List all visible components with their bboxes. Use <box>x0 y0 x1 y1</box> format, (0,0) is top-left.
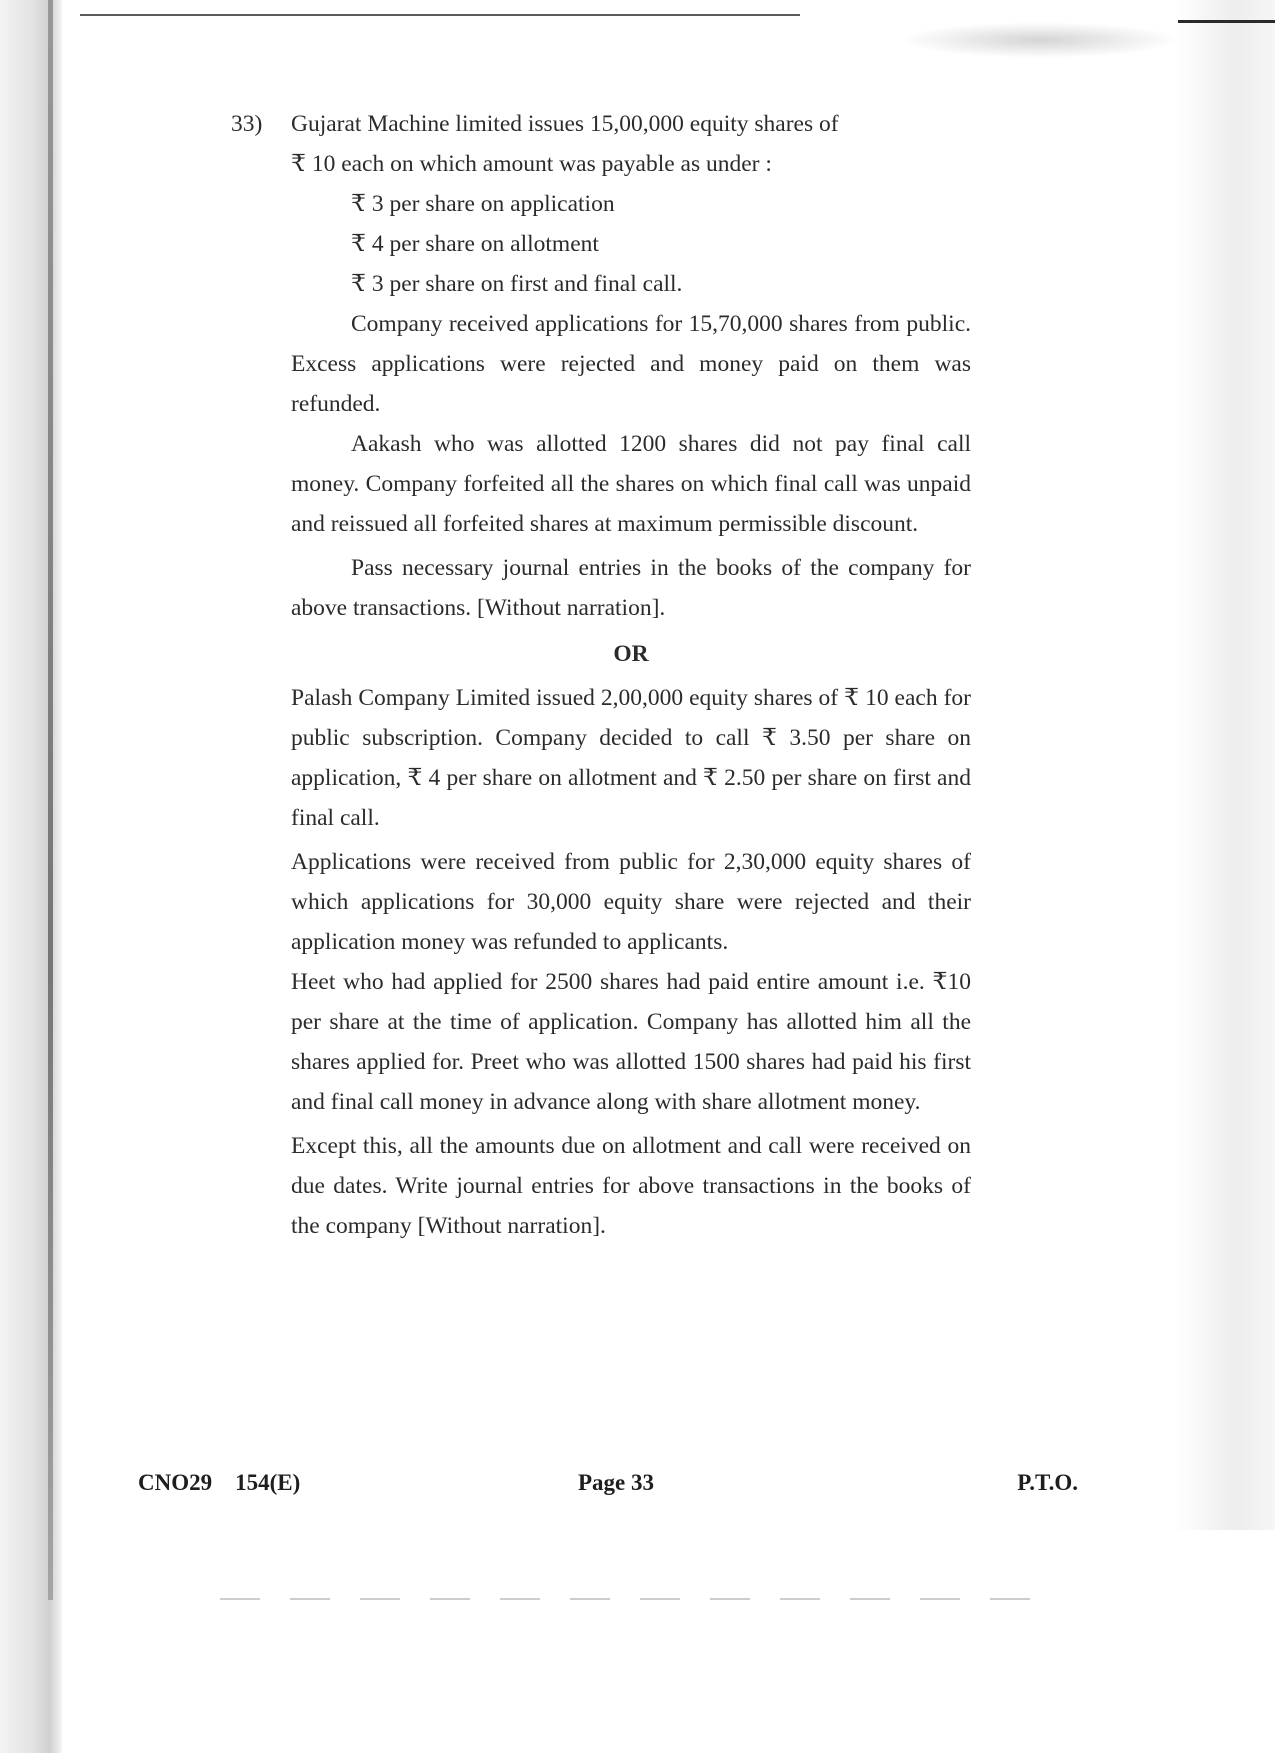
payment-call: ₹ 3 per share on first and final call. <box>351 271 683 297</box>
scan-bottom-marks <box>220 1598 1040 1600</box>
top-rule <box>80 14 800 16</box>
pto-label: P.T.O. <box>1017 1470 1078 1495</box>
alt-para-palash-issue: Palash Company Limited issued 2,00,000 equity shares of ₹ 10 each for public subscription. Company decided to call ₹ 3.50 per share on application, ₹ 4 per share on allotment and ₹ 2.50 per share on first and final call. <box>291 685 971 831</box>
page-number: Page 33 <box>578 1470 655 1495</box>
scan-smudge <box>900 22 1180 58</box>
para-instruction: Pass necessary journal entries in the books of the company for above transactions. [Without narration]. <box>291 555 971 621</box>
payment-allotment: ₹ 4 per share on allotment <box>351 231 599 257</box>
payment-application: ₹ 3 per share on application <box>351 191 615 217</box>
alt-para-instruction: Except this, all the amounts due on allotment and call were received on due dates. Write journal entries for above transactions in the books of the company [Without narration]. <box>291 1133 971 1239</box>
top-rule-right <box>1178 20 1275 23</box>
scan-left-edge <box>0 0 62 1753</box>
alt-para-heet-preet: Heet who had applied for 2500 shares had paid entire amount i.e. ₹10 per share at the time of application. Company has allotted him all the shares applied for. Preet who was allotted 1500 shares had paid his first and final call money in advance along with share allotment money. <box>291 969 971 1115</box>
question-33 <box>231 104 971 1246</box>
para-applications-received: Company received applications for 15,70,000 shares from public. Excess applications were rejected and money paid on them was refunded. <box>291 311 971 417</box>
para-aakash-forfeiture: Aakash who was allotted 1200 shares did not pay final call money. Company forfeited all the shares on which final call was unpaid and reissued all forfeited shares at maximum permissible discount. <box>291 431 971 537</box>
page-footer <box>138 1470 1078 1506</box>
alt-para-applications: Applications were received from public for 2,30,000 equity shares of which applications for 30,000 equity share were rejected and their application money was refunded to applicants. <box>291 849 971 955</box>
question-number: 33) <box>231 111 263 137</box>
paper-code: CNO29 154(E) <box>138 1470 301 1495</box>
or-divider: OR <box>613 641 649 667</box>
question-head <box>231 104 971 144</box>
scan-right-edge <box>1175 0 1275 1530</box>
question-intro-line2: ₹ 10 each on which amount was payable as under : <box>291 151 772 177</box>
payment-schedule <box>231 184 971 304</box>
question-intro-line1: Gujarat Machine limited issues 15,00,000 equity shares of <box>291 111 839 137</box>
